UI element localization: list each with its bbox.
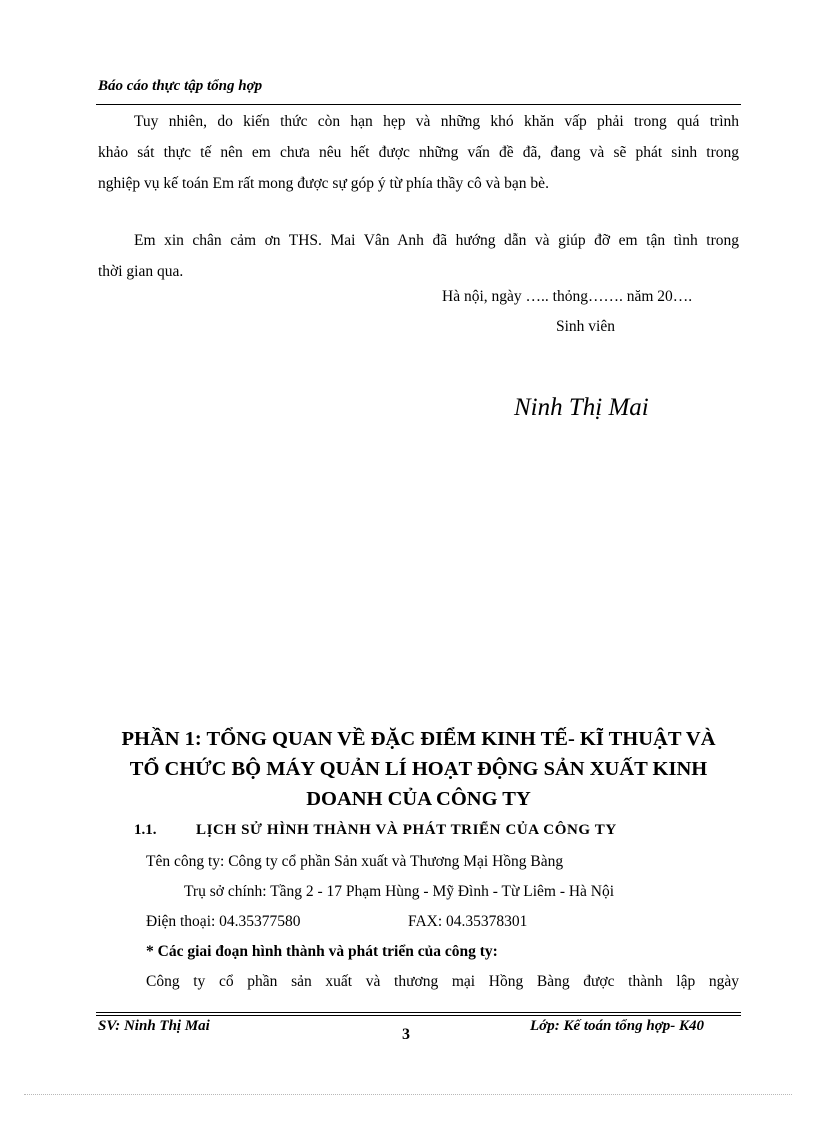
heading-line: PHẦN 1: TỔNG QUAN VỀ ĐẶC ĐIỂM KINH TẾ- KĨ THUẬT VÀ bbox=[121, 728, 716, 750]
company-phone: Điện thoại: 04.35377580 bbox=[146, 913, 301, 930]
page-number: 3 bbox=[402, 1026, 410, 1043]
paragraph-line: khảo sát thực tế nên em chưa nêu hết được những vấn đề đã, đang và sẽ phát sinh trong bbox=[98, 144, 739, 161]
signature-date: Hà nội, ngày ….. thỏng……. năm 20…. bbox=[442, 288, 693, 305]
paragraph-line: thời gian qua. bbox=[98, 263, 184, 280]
stages-text: Công ty cổ phần sản xuất và thương mại Hồng Bàng được thành lập ngày bbox=[146, 973, 739, 990]
paragraph-line: Em xin chân cảm ơn THS. Mai Vân Anh đã hướng dẫn và giúp đỡ em tận tình trong bbox=[134, 232, 739, 249]
head-office-address: Trụ sở chính: Tầng 2 - 17 Phạm Hùng - Mỹ Đình - Từ Liêm - Hà Nội bbox=[184, 883, 615, 900]
footer-student: SV: Ninh Thị Mai bbox=[98, 1018, 210, 1034]
paragraph-line: nghiệp vụ kế toán Em rất mong được sự góp ý từ phía thầy cô và bạn bè. bbox=[98, 175, 549, 192]
company-fax: FAX: 04.35378301 bbox=[408, 913, 528, 930]
stages-heading: * Các giai đoạn hình thành và phát triển của công ty: bbox=[146, 943, 498, 960]
section-title: LỊCH SỬ HÌNH THÀNH VÀ PHÁT TRIỂN CỦA CÔNG TY bbox=[196, 822, 617, 838]
report-header-title: Báo cáo thực tập tổng hợp bbox=[98, 78, 263, 94]
header-divider bbox=[96, 104, 741, 105]
intro-paragraph-1 bbox=[98, 106, 739, 199]
signature-name: Ninh Thị Mai bbox=[514, 394, 649, 421]
signature-role: Sinh viên bbox=[556, 318, 615, 335]
intro-paragraph-2 bbox=[98, 225, 739, 287]
footer-divider-top bbox=[96, 1012, 741, 1013]
company-name: Tên công ty: Công ty cổ phần Sản xuất và Thương Mại Hồng Bàng bbox=[146, 853, 564, 870]
heading-line: TỔ CHỨC BỘ MÁY QUẢN LÍ HOẠT ĐỘNG SẢN XUẤT KINH bbox=[129, 758, 708, 780]
part-1-heading bbox=[96, 724, 741, 814]
heading-line: DOANH CỦA CÔNG TY bbox=[306, 788, 531, 810]
footer-class: Lớp: Kế toán tổng hợp- K40 bbox=[530, 1018, 705, 1034]
footer-divider-bottom bbox=[96, 1015, 741, 1016]
paragraph-line: Tuy nhiên, do kiến thức còn hạn hẹp và những khó khăn vấp phải trong quá trình bbox=[134, 113, 739, 130]
page-edge-dotted-line bbox=[24, 1094, 792, 1095]
section-number: 1.1. bbox=[134, 822, 157, 838]
